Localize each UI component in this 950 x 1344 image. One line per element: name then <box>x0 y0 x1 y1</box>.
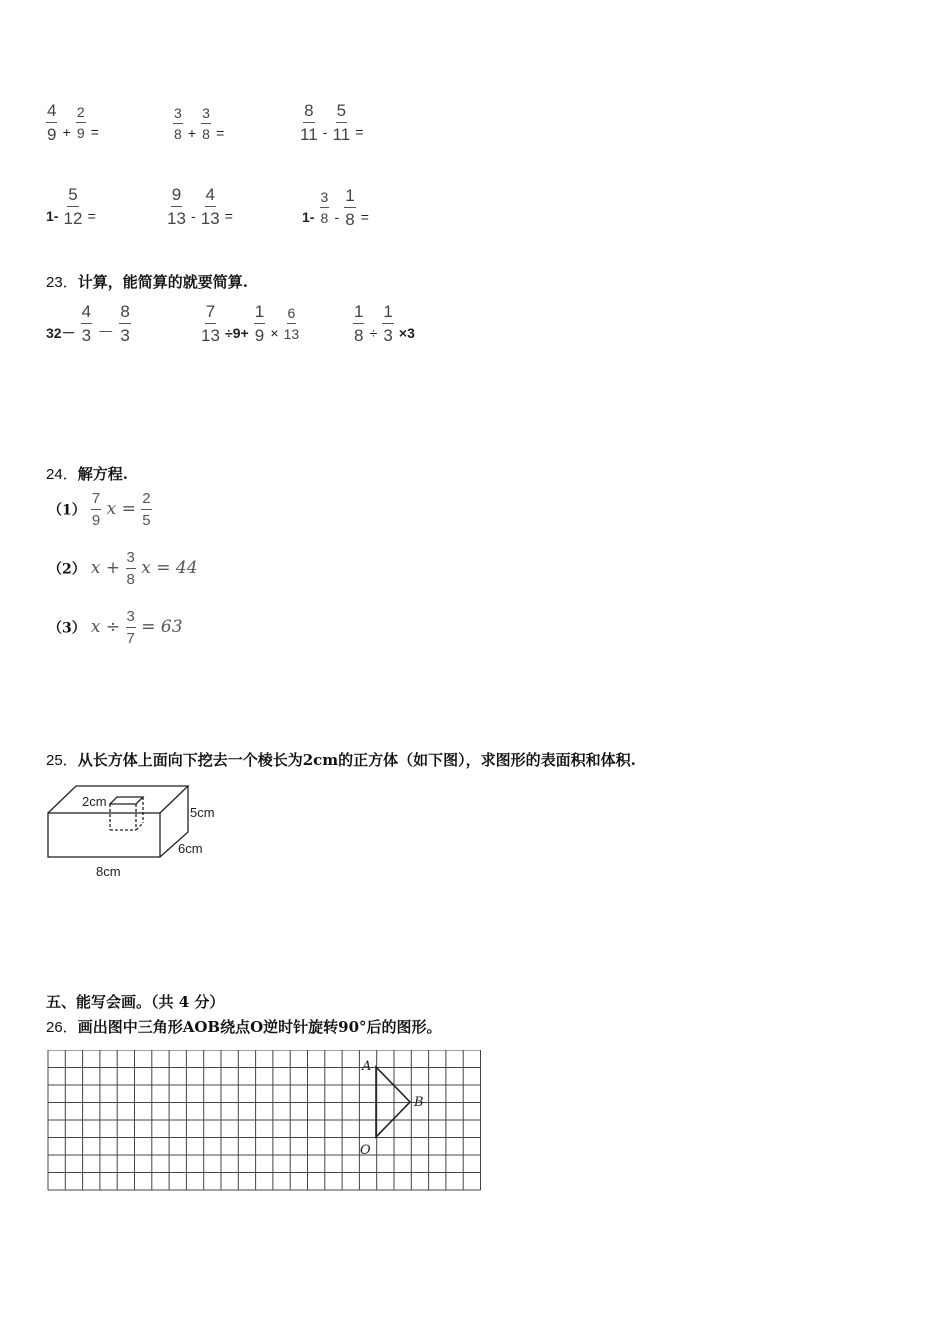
cuboid-figure <box>40 780 240 885</box>
question-23-heading: 23．计算，能简算的就要简算. <box>46 273 248 291</box>
rotation-grid-figure <box>44 1050 486 1198</box>
fraction-expression-3: $\frac{8}{11}$ - $\frac{5}{11}$ = <box>300 101 364 144</box>
label-height: 5cm <box>190 805 215 820</box>
point-b-label: B <box>414 1095 424 1110</box>
fraction-expression-1: $\frac{4}{9}$ + $\frac{2}{9}$ = <box>47 101 99 144</box>
q23-expression-2: $\frac{7}{13}$ ÷9+ $\frac{1}{9}$ × $\frac{6}{13}$ <box>201 302 300 345</box>
section-5-title: 五、能写会画。（共 4 分） <box>46 993 225 1011</box>
label-depth: 6cm <box>178 841 203 856</box>
point-o-label: O <box>360 1143 371 1158</box>
equation-2: （2） x + $\frac{3}{8}$ x = 44 <box>48 549 198 588</box>
q23-expression-1: 32－ $\frac{4}{3}$ － $\frac{8}{3}$ <box>46 302 130 345</box>
cuboid-top-face <box>48 786 188 813</box>
cube-hole-top <box>110 797 143 804</box>
question-25-heading: 25．从长方体上面向下挖去一个棱长为2cm的正方体（如下图），求图形的表面积和体积. <box>46 751 636 769</box>
fraction-expression-2: $\frac{3}{8}$ + $\frac{3}{8}$ = <box>174 105 225 142</box>
fraction-expression-4: 1- $\frac{5}{12}$ = <box>46 185 96 228</box>
label-cube-edge: 2cm <box>82 794 107 809</box>
label-length: 8cm <box>96 864 121 879</box>
q23-expression-3: $\frac{1}{8}$ ÷ $\frac{1}{3}$ ×3 <box>354 302 415 345</box>
fraction-expression-5: $\frac{9}{13}$ - $\frac{4}{13}$ = <box>167 185 233 228</box>
equation-3: （3） x ÷ $\frac{3}{7}$ = 63 <box>48 608 183 647</box>
fraction-expression-6: 1- $\frac{3}{8}$ - $\frac{1}{8}$ = <box>302 186 369 229</box>
point-a-label: A <box>362 1059 372 1074</box>
equation-1: （1） $\frac{7}{9}$ x = $\frac{2}{5}$ <box>48 490 151 529</box>
question-24-heading: 24．解方程. <box>46 465 128 483</box>
question-26-heading: 26．画出图中三角形AOB绕点O逆时针旋转90°后的图形。 <box>46 1018 442 1036</box>
grid-lines <box>48 1050 481 1190</box>
